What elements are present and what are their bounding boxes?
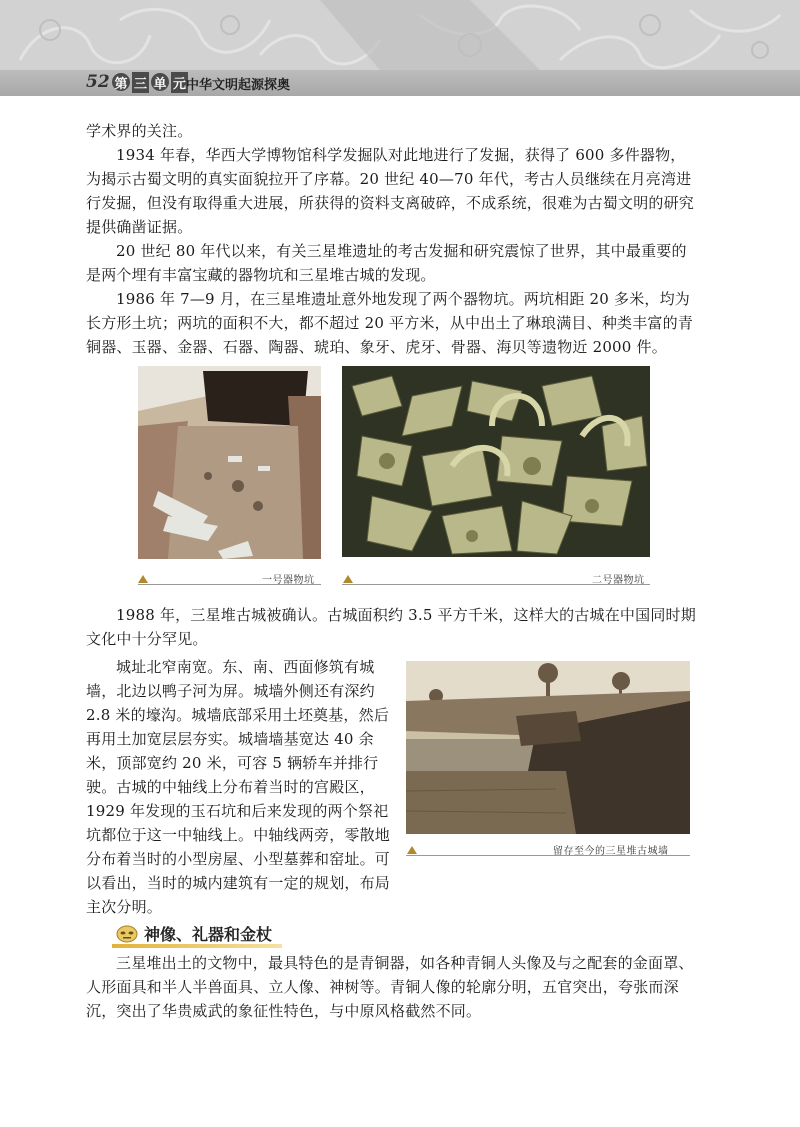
unit-char-1: 第 bbox=[112, 73, 130, 91]
wall-caption: 留存至今的三星堆古城墙 bbox=[553, 846, 669, 857]
page-number: 52 bbox=[86, 72, 110, 92]
caption-arrow-icon bbox=[138, 575, 148, 583]
paragraph-1: 学术界的关注。 bbox=[86, 122, 193, 140]
paragraph-7: 三星堆出土的文物中，最具特色的是青铜器，如各种青铜人头像及与之配套的金面罩、人形面具和半人半兽面具、立人像、神树等。青铜人像的轮廓分明，五官突出，夸张而深沉，突出了华贵威武的象征性特色，与中原风格截然不同。 bbox=[86, 954, 694, 1020]
unit-char-3: 单 bbox=[151, 73, 169, 91]
unit-badge bbox=[112, 71, 190, 93]
pit2-photo bbox=[342, 366, 650, 557]
unit-char-4: 元 bbox=[171, 72, 188, 93]
unit-title: 中华文明起源探奥 bbox=[186, 78, 291, 93]
bronze-mask-icon bbox=[116, 925, 138, 943]
paragraph-4: 1986 年 7—9 月，在三星堆遗址意外地发现了两个器物坑。两坑相距 20 多米，均为长方形土坑；两坑的面积不大，都不超过 20 平方米，从中出土了琳琅满目、种类丰富的青铜器、玉器、金器、石器、陶器、琥珀、象牙、虎牙、骨器、海贝等遗物近 2000 件。 bbox=[86, 290, 694, 356]
pit1-caption: 一号器物坑 bbox=[262, 575, 315, 586]
pit1-photo bbox=[138, 366, 321, 559]
section-underline bbox=[112, 944, 282, 948]
section-title: 神像、礼器和金杖 bbox=[144, 925, 273, 944]
city-wall-photo bbox=[406, 661, 690, 834]
paragraph-3: 20 世纪 80 年代以来，有关三星堆遗址的考古发掘和研究震惊了世界，其中最重要的是两个埋有丰富宝藏的器物坑和三星堆古城的发现。 bbox=[86, 242, 687, 284]
paragraph-5: 1988 年，三星堆古城被确认。古城面积约 3.5 平方千米，这样大的古城在中国同时期文化中十分罕见。 bbox=[86, 606, 696, 648]
caption-arrow-icon bbox=[343, 575, 353, 583]
paragraph-6: 城址北窄南宽。东、南、西面修筑有城墙，北边以鸭子河为屏。城墙外侧还有深约 2.8 米的壕沟。城墙底部采用土坯奠基，然后再用土加宽层层夯实。城墙墙基宽达 40 余米，顶部宽约 20 米，可容 5 辆轿车并排行驶。古城的中轴线上分布着当时的宫殿区，1929 年发现的玉石坑和后来发现的两个祭祀坑都位于这一中轴线上。中轴线两旁，零散地分布着当时的小型房屋、小型墓葬和窑址。可以看出，当时的城内建筑有一定的规划，布局主次分明。 bbox=[86, 658, 391, 916]
pit2-caption: 二号器物坑 bbox=[592, 575, 645, 586]
caption-arrow-icon bbox=[407, 846, 417, 854]
paragraph-2: 1934 年春，华西大学博物馆科学发掘队对此地进行了发掘，获得了 600 多件器物，为揭示古蜀文明的真实面貌拉开了序幕。20 世纪 40—70 年代，考古人员继续在月亮湾进行发掘，但没有取得重大进展，所获得的资料支离破碎，不成系统，很难为古蜀文明的研究提供确凿证据。 bbox=[86, 146, 695, 236]
unit-char-2: 三 bbox=[132, 72, 149, 93]
